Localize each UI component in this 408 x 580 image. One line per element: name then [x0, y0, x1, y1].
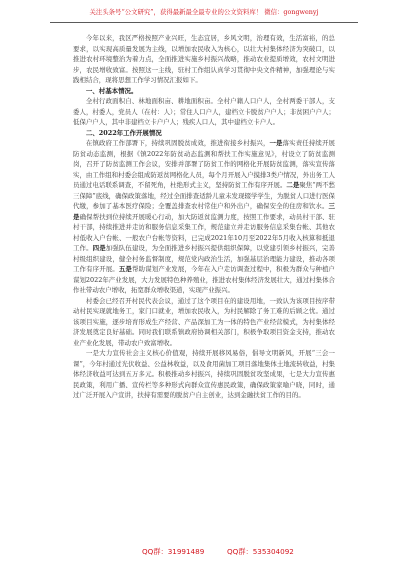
qq-group-2: QQ群：535304092 [227, 547, 294, 556]
paragraph-text: 聚焦“两不愁三保障”底线，确保政策落地，经过全面排查适龄儿童未发现辍学学生，为脱贫人口进行医保代缴，参加了基本医疗保险；全覆盖排查农村常住户和外出户，确保安全的住房和饮水。 [73, 181, 335, 210]
emphasis-label: 五是 [118, 265, 132, 273]
closing-paragraph: 一是大力宣传社会主义核心价值观，持续开展移风易俗，倡导文明新风，开展“三会一课”，今年村通过光伏收益、公益林收益，以及食用菌加工项目落地集体土地流转收益，村集体经济收益可达到五万多元。积极推动乡村振兴，持续巩固脱贫攻坚成果，七是大力宣传惠民政策，利用广播、宣传栏等多种形式向群众宣传惠民政策，确保政策家喻户晓，同时，通过广泛开展入户宣讲，扶持有需要的脱贫户自主创业，达到金融扶贫工作的目的。 [73, 349, 335, 399]
paragraph-text: 确保帮扶到位持续开展暖心行动，加大防返贫监测力度，按照工作要求，动员村干部、驻村干部，持续推进并走访和服务信息采集工作，规范建立并走访服务信息采集台帐、其他农村低收入户台帐、一般农户台帐等资料，已完成2021年10月至2022年5月收入核算和抵退工作。 [73, 212, 335, 252]
intro-paragraph: 今年以来，我区严格按照产业兴旺，生态宜居，乡风文明，治理有效，生活富裕，的总要求，以实现高质量发展为主线，以增加农民收入为核心，以壮大村集体经济为突破口，以推进农村环境整治为着力点，全面推进实施乡村振兴战略，推动农业提质增效，农村文明进步，农民增收致富。按照这一主线，驻村工作组认真学习贯彻中央文件精神，加强理论与实践相结合，现将思想工作学习情况汇报如下。 [73, 34, 335, 84]
qq-group-1: QQ群：31991489 [142, 547, 205, 556]
section-heading-1: 一、村基本情况。 [85, 86, 138, 95]
section-heading-2: 二、2022年工作开展情况 [85, 128, 162, 137]
emphasis-label: 二是 [286, 181, 300, 189]
paragraph-text: 落实责任持续开展防贫动态监测，根据《镇2022年防贫动态监测和帮扶工作实施意见》，村设立了防贫监测岗，召开了防贫监测工作会议，安排并部署了防贫工作的网格化开展防贫监测，落实宣传落实，由工作组和村委会组成防返贫网格化人员，每个月开展入户摸排3类户情况，外出务工人员通过电话联系调查，不留死角，杜绝形式主义，坚持防贫工作有序开展。 [73, 139, 335, 189]
project-paragraph: 村委会已经召开村民代表会议，通过了这个项目在的建设用地，一致认为该项目按序带动村民实现就地务工，家门口就业，增加农民收入，为村民解除了务工难的后顾之忧。通过该项目实施，逐步培育形成生产经营、产品深加工为一体的特色产业经营模式，为村集体经济发展奠定良好基础。同时我们联系镇政府协调相关部门，积极争取项目资金支持，推动农业产业化发展，带动农户致富增收。 [73, 296, 335, 347]
header-divider [50, 22, 358, 23]
page-header: 关注头条号“公文研究”，获得最新最全最专业的公文资料库！ 微信：gongwenyj [89, 8, 319, 16]
village-info-paragraph: 全村行政面积自、林地面积亩、耕地面积亩。全村户籍人口户人，全村两委干部人，支委人，村委人，党员人（在村：人）；常住人口户人，建档立卡脱贫户户人；非贫困户户人；低保户户人，其中非建档立卡户户人；残疾人口人，其中建档立卡户人。 [73, 97, 335, 126]
page-footer [52, 545, 356, 559]
emphasis-label: 三是 [73, 202, 335, 221]
paragraph-text: 在镇政府工作部署下，持续巩固脱贫成效，推进衔接乡村振兴， [85, 139, 270, 147]
document-body [73, 33, 335, 535]
emphasis-label: 一是 [269, 139, 283, 147]
work-progress-paragraph [73, 138, 335, 296]
paragraph-text: 加强队伍建设，为全面推进乡村振兴提供组织保障，以党建引领乡村振兴，完善村级组织建设，健全村务监督制度，规范党内政治生活，加强基层治理能力建设，推动各项工作有序开展。 [73, 244, 335, 273]
paragraph-text: 帮助谋划产业发展，今年在入户走访调查过程中，积极为群众与种植户谋划2022年产业发展，大力发展特色种养殖业，推进农村集体经济发展壮大，通过村集体合作社带动农户增收，拓宽群众增收渠道，实现产业振兴。 [73, 265, 335, 294]
emphasis-label: 四是 [92, 244, 106, 252]
